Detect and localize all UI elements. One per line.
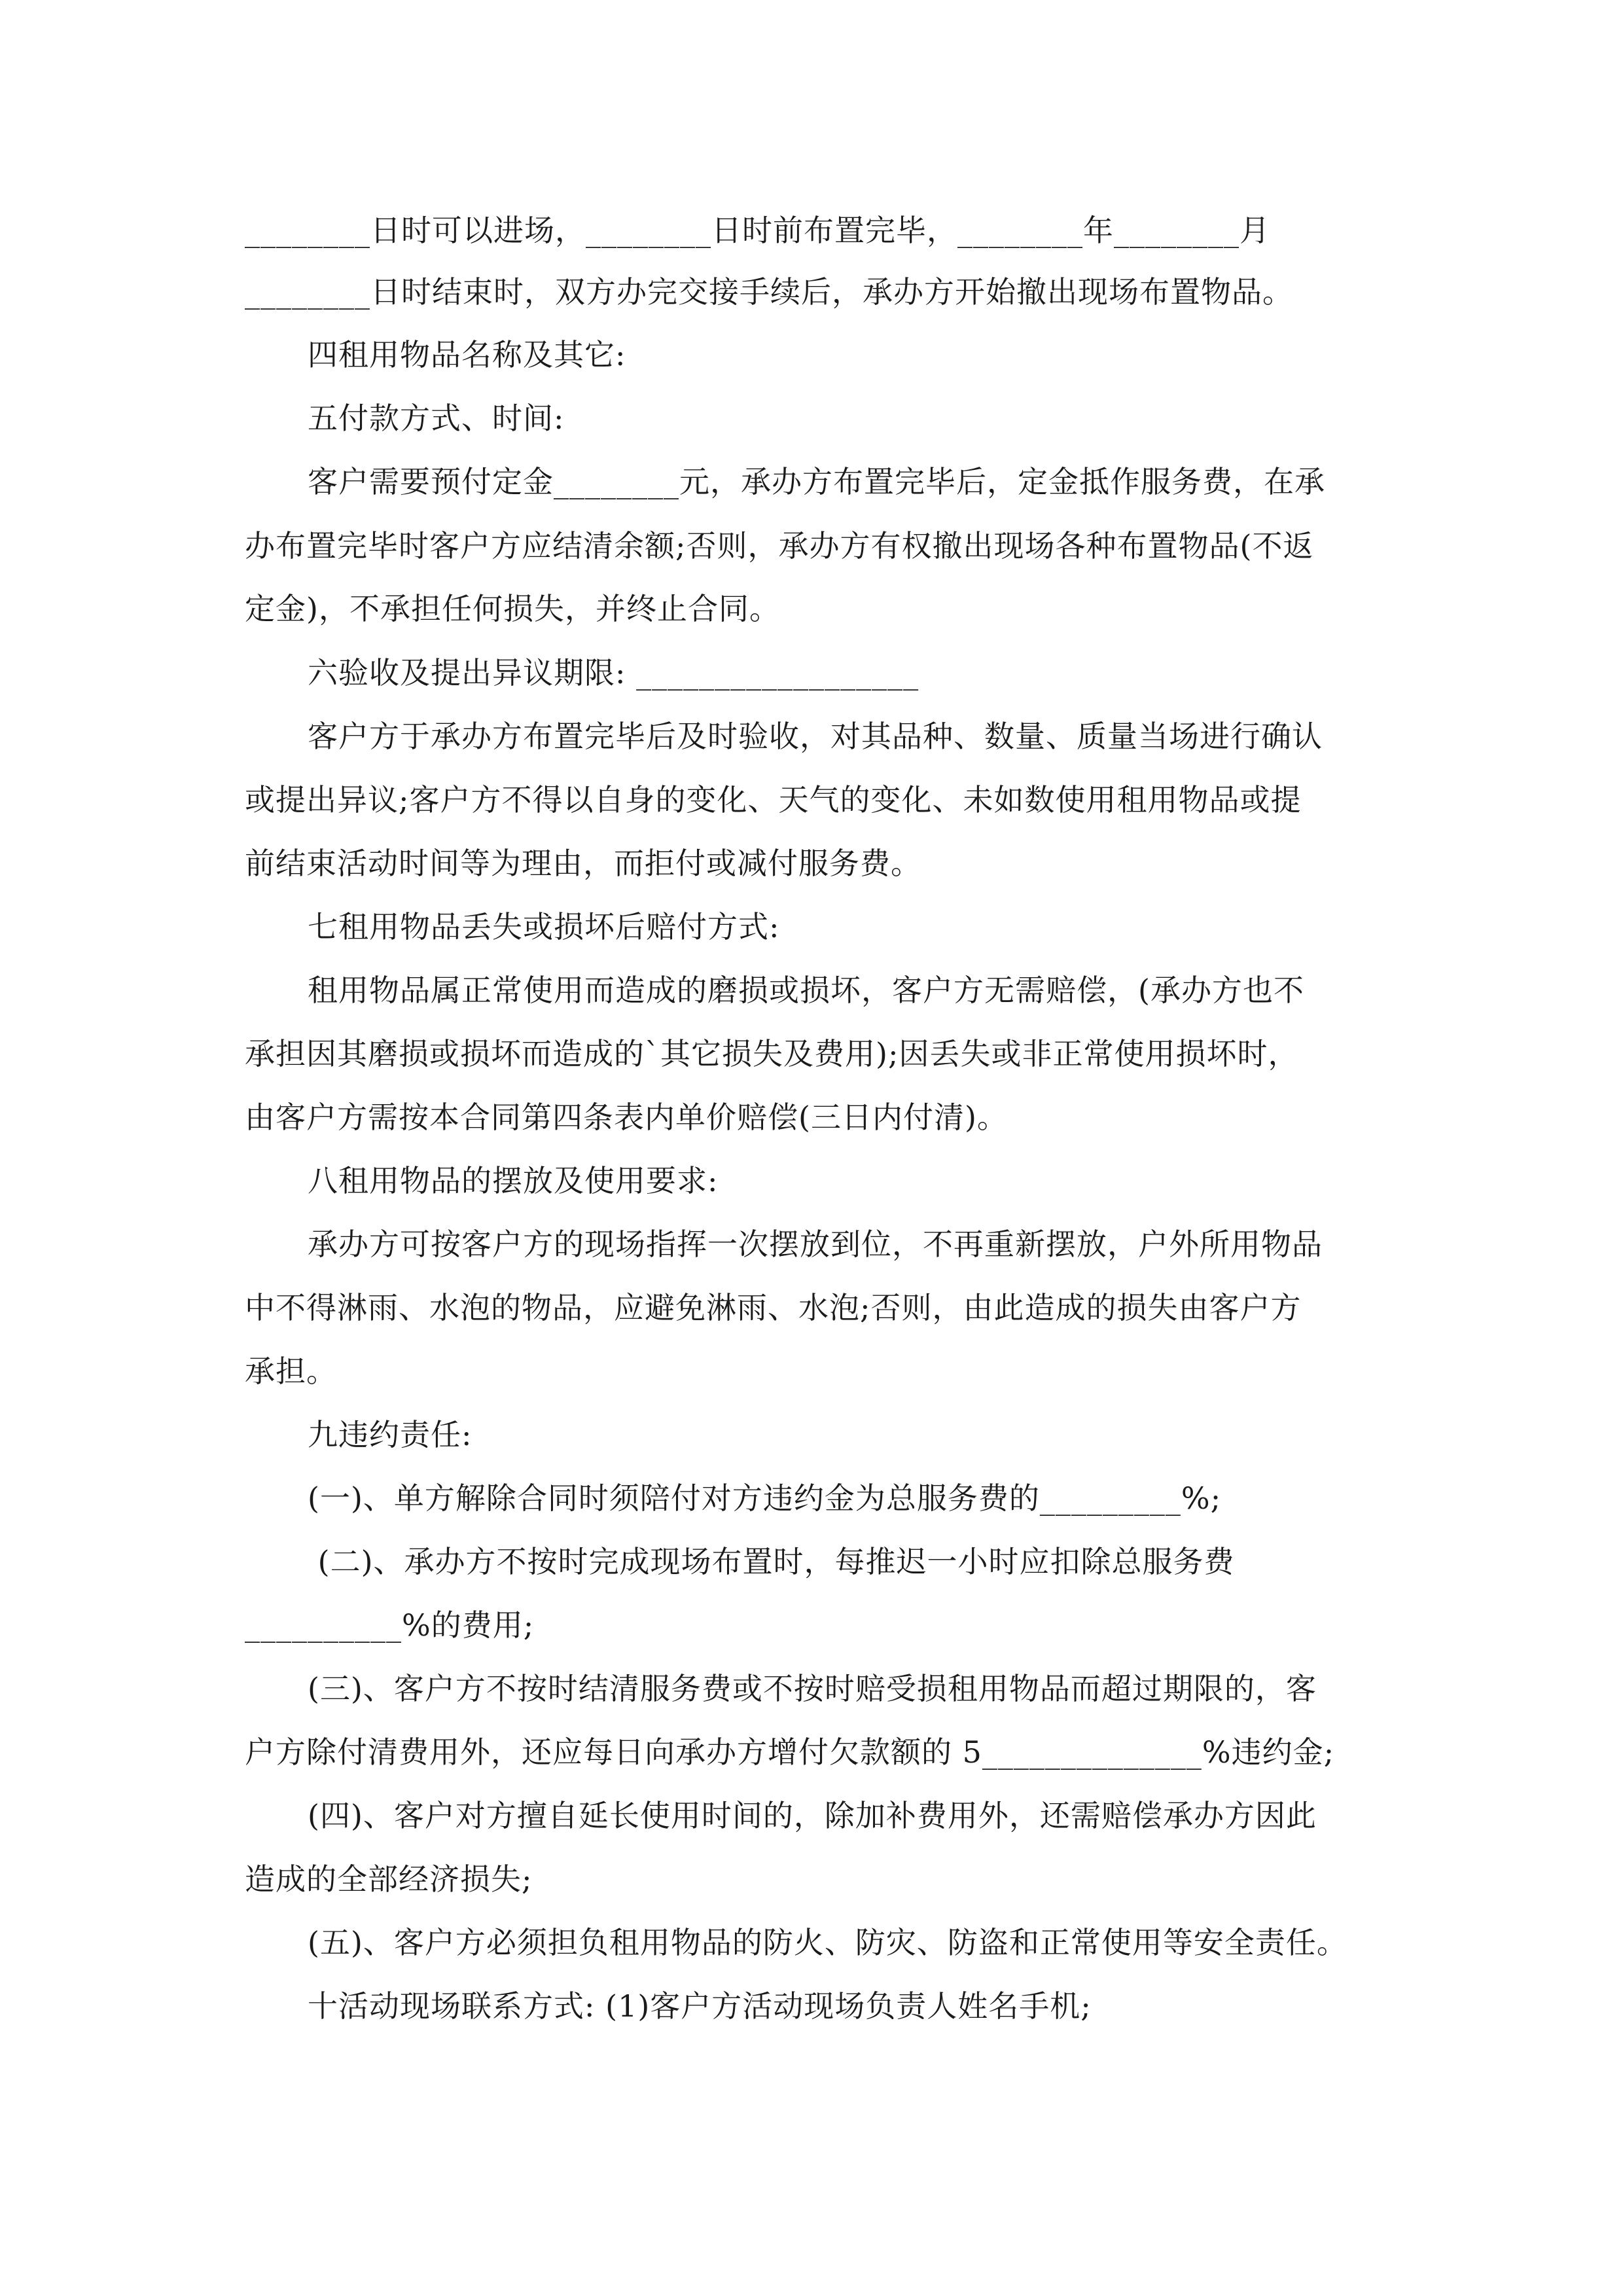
- paragraph-line: 客户方于承办方布置完毕后及时验收，对其品种、数量、质量当场进行确认: [308, 719, 1323, 754]
- text-run: 日时可以进场，: [370, 213, 586, 248]
- blank-field: ________: [957, 213, 1083, 248]
- clause-line: (一)、单方解除合同时须陪付对方违约金为总服务费的_________%;: [308, 1480, 1222, 1516]
- text-run: 日时前布置完毕，: [711, 213, 957, 248]
- blank-field: ________: [245, 213, 370, 248]
- clause-line: (三)、客户方不按时结清服务费或不按时赔受损租用物品而超过期限的，客: [308, 1671, 1317, 1706]
- paragraph-line: 承担因其磨损或损坏而造成的`其它损失及费用);因丢失或非正常使用损坏时，: [245, 1036, 1299, 1071]
- text-run: 年: [1083, 213, 1114, 248]
- blank-field: ________: [1114, 213, 1240, 248]
- paragraph-line: 由客户方需按本合同第四条表内单价赔偿(三日内付清)。: [245, 1100, 1008, 1135]
- paragraph-line: 定金)，不承担任何损失，并终止合同。: [245, 591, 780, 626]
- clause-line: 造成的全部经济损失;: [245, 1861, 533, 1897]
- section-heading: 八租用物品的摆放及使用要求:: [308, 1163, 719, 1198]
- section-heading: 四租用物品名称及其它:: [308, 337, 626, 372]
- paragraph-line: 承担。: [245, 1354, 337, 1389]
- section-heading: 九违约责任:: [308, 1417, 473, 1452]
- text-run: 月: [1240, 213, 1270, 248]
- clause-line: (二)、承办方不按时完成现场布置时，每推迟一小时应扣除总服务费: [308, 1544, 1235, 1579]
- paragraph-line: 租用物品属正常使用而造成的磨损或损坏，客户方无需赔偿，(承办方也不: [308, 973, 1304, 1008]
- clause-line: 户方除付清费用外，还应每日向承办方增付欠款额的 5______________%违约金;: [245, 1734, 1335, 1770]
- section-heading: 六验收及提出异议期限: __________________: [308, 655, 919, 691]
- paragraph-line: 办布置完毕时客户方应结清余额;否则，承办方有权撤出现场各种布置物品(不返: [245, 528, 1314, 564]
- paragraph-line: 中不得淋雨、水泡的物品，应避免淋雨、水泡;否则，由此造成的损失由客户方: [245, 1290, 1302, 1325]
- paragraph-line: 客户需要预付定金________元，承办方布置完毕后，定金抵作服务费，在承: [308, 464, 1325, 499]
- section-heading: 七租用物品丢失或损坏后赔付方式:: [308, 909, 780, 944]
- paragraph-line: [0, 209, 1623, 251]
- section-heading: 五付款方式、时间:: [308, 401, 565, 436]
- section-heading: 十活动现场联系方式: (1)客户方活动现场负责人姓名手机;: [308, 1988, 1092, 2024]
- paragraph-line: 承办方可按客户方的现场指挥一次摆放到位，不再重新摆放，户外所用物品: [308, 1227, 1323, 1262]
- clause-line: (四)、客户对方擅自延长使用时间的，除加补费用外，还需赔偿承办方因此: [308, 1798, 1317, 1833]
- paragraph-line: 或提出异议;客户方不得以自身的变化、天气的变化、未如数使用租用物品或提: [245, 782, 1302, 817]
- clause-line: __________%的费用;: [245, 1607, 535, 1643]
- paragraph-line: ________日时结束时，双方办完交接手续后，承办方开始撤出现场布置物品。: [245, 274, 1293, 310]
- paragraph-line: 前结束活动时间等为理由，而拒付或减付服务费。: [245, 846, 921, 881]
- clause-line: (五)、客户方必须担负租用物品的防火、防灾、防盗和正常使用等安全责任。: [308, 1925, 1347, 1960]
- blank-field: ________: [586, 213, 711, 248]
